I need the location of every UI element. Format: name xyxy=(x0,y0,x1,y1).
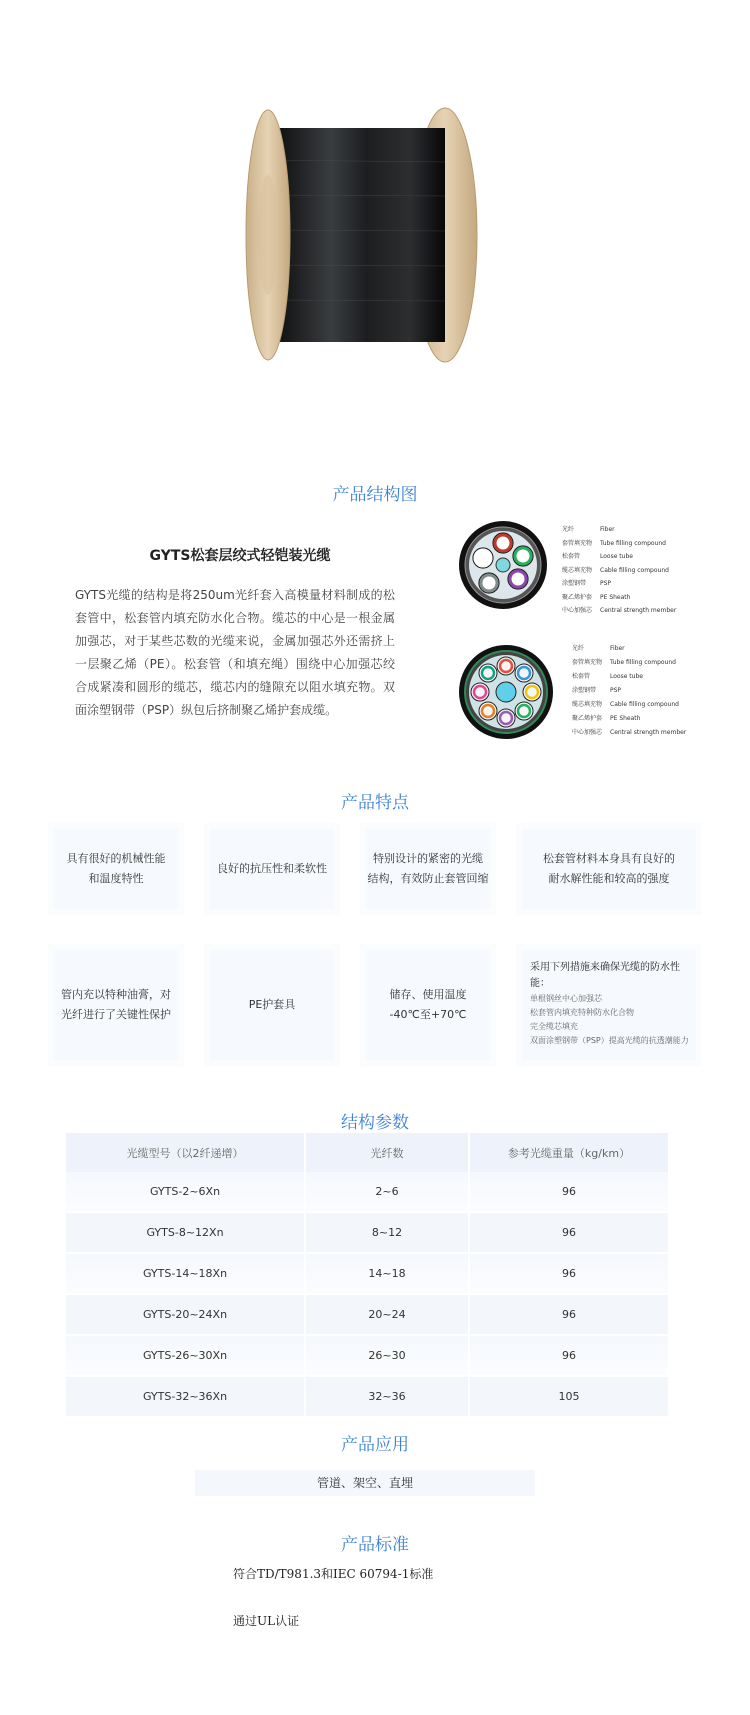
waterproof-item: 双面涂塑钢带（PSP）提高光缆的抗透潮能力 xyxy=(530,1036,689,1045)
legend-en: Fiber xyxy=(610,645,625,652)
params-table xyxy=(66,1133,670,1418)
table-cell: 96 xyxy=(469,1212,669,1253)
legend-en: PE Sheath xyxy=(610,715,641,722)
table-header: 参考光缆重量（kg/km） xyxy=(469,1133,669,1172)
legend-cn: 涂塑钢带 xyxy=(562,580,587,587)
table-row xyxy=(66,1376,669,1417)
legend-cn: 中心加强芯 xyxy=(562,607,593,614)
legend-en: Loose tube xyxy=(600,553,633,560)
application-text: 管道、架空、直埋 xyxy=(195,1470,535,1496)
legend-cn: 聚乙烯护套 xyxy=(562,593,593,601)
table-cell: GYTS-8~12Xn xyxy=(66,1212,305,1253)
table-cell: GYTS-26~30Xn xyxy=(66,1335,305,1376)
table-cell: 20~24 xyxy=(305,1294,469,1335)
legend-en: Central strength member xyxy=(610,729,687,736)
table-cell: 96 xyxy=(469,1294,669,1335)
diagram-1-legend xyxy=(562,524,692,619)
waterproof-title: 采用下列措施来确保光缆的防水性能： xyxy=(530,962,680,989)
waterproof-item: 单根钢丝中心加强芯 xyxy=(530,994,602,1003)
legend-en: Fiber xyxy=(600,526,615,533)
legend-en: Cable filling compound xyxy=(600,566,669,574)
table-cell: 14~18 xyxy=(305,1253,469,1294)
legend-en: Tube filling compound xyxy=(600,539,666,547)
legend-en: Loose tube xyxy=(610,673,643,680)
legend-cn: 涂塑钢带 xyxy=(572,687,597,694)
table-cell: 2~6 xyxy=(305,1172,469,1212)
legend-cn: 光纤 xyxy=(572,645,585,652)
table-row xyxy=(66,1172,669,1212)
feature-card: 良好的抗压性和柔软性 xyxy=(210,829,334,909)
table-row xyxy=(66,1212,669,1253)
waterproof-card xyxy=(522,950,696,1060)
product-name: GYTS松套层绞式轻铠装光缆 xyxy=(149,548,331,564)
table-header-row xyxy=(66,1133,669,1172)
feature-card: PE护套具 xyxy=(210,950,334,1060)
legend-en: Cable filling compound xyxy=(610,701,679,708)
legend-en: Central strength member xyxy=(600,607,677,614)
table-cell: GYTS-32~36Xn xyxy=(66,1376,305,1417)
table-cell: 8~12 xyxy=(305,1212,469,1253)
table-cell: GYTS-20~24Xn xyxy=(66,1294,305,1335)
table-cell: 32~36 xyxy=(305,1376,469,1417)
waterproof-item: 完全缆芯填充 xyxy=(530,1022,578,1031)
table-cell: GYTS-14~18Xn xyxy=(66,1253,305,1294)
legend-en: PE Sheath xyxy=(600,593,631,601)
table-cell: 26~30 xyxy=(305,1335,469,1376)
feature-card: 特别设计的紧密的光缆 结构，有效防止套管回缩 xyxy=(366,829,490,909)
legend-en: Tube filling compound xyxy=(610,659,676,666)
legend-en: PSP xyxy=(610,687,622,694)
application-section-title: 产品应用 xyxy=(341,1435,409,1455)
feature-card: 储存、使用温度 -40℃至+70℃ xyxy=(366,950,490,1060)
legend-cn: 缆芯填充物 xyxy=(562,566,593,574)
table-cell: 96 xyxy=(469,1172,669,1212)
table-cell: 96 xyxy=(469,1253,669,1294)
legend-cn: 套管填充物 xyxy=(572,659,603,666)
legend-cn: 中心加强芯 xyxy=(572,729,603,736)
product-description: GYTS光缆的结构是将250um光纤套入高模量材料制成的松套管中，松套管内填充防水化合物。缆芯的中心是一根金属加强芯，对于某些芯数的光缆来说，金属加强芯外还需挤上一层聚乙烯（PE）。松套管（和填充绳）围绕中心加强芯绞合成紧凑和圆形的缆芯，缆芯内的缝隙充以阻水填充物。双面涂塑钢带（PSP）纵包后挤制聚乙烯护套成缆。 xyxy=(75,588,395,717)
legend-cn: 光纤 xyxy=(562,526,575,533)
legend-cn: 松套管 xyxy=(562,553,581,560)
features-section-title: 产品特点 xyxy=(341,793,409,813)
feature-card: 管内充以特种油膏，对 光纤进行了关键性保护 xyxy=(54,950,178,1060)
waterproof-item: 松套管内填充特种防水化合物 xyxy=(530,1008,634,1017)
table-row xyxy=(66,1294,669,1335)
feature-card: 具有很好的机械性能 和温度特性 xyxy=(54,829,178,909)
table-row xyxy=(66,1335,669,1376)
diagram-2-legend xyxy=(572,643,697,741)
cable-reel-image xyxy=(240,100,480,370)
table-header: 光缆型号（以2纤递增） xyxy=(66,1133,305,1172)
legend-cn: 聚乙烯护套 xyxy=(572,715,603,722)
standard-text: 通过UL认证 xyxy=(233,1614,300,1628)
legend-cn: 缆芯填充物 xyxy=(572,701,603,708)
table-cell: 105 xyxy=(469,1376,669,1417)
standards-section-title: 产品标准 xyxy=(341,1535,409,1555)
table-row xyxy=(66,1253,669,1294)
legend-cn: 松套管 xyxy=(572,673,591,680)
legend-cn: 套管填充物 xyxy=(562,539,593,547)
table-cell: 96 xyxy=(469,1335,669,1376)
feature-card: 松套管材料本身具有良好的 耐水解性能和较高的强度 xyxy=(522,829,696,909)
cross-section-diagram-2 xyxy=(458,644,554,740)
cross-section-diagram-1 xyxy=(458,520,548,610)
params-section-title: 结构参数 xyxy=(341,1113,409,1133)
table-header: 光纤数 xyxy=(305,1133,469,1172)
table-cell: GYTS-2~6Xn xyxy=(66,1172,305,1212)
standard-text: 符合TD/T981.3和IEC 60794-1标准 xyxy=(233,1567,434,1581)
legend-en: PSP xyxy=(600,580,612,587)
structure-section-title: 产品结构图 xyxy=(332,485,418,505)
